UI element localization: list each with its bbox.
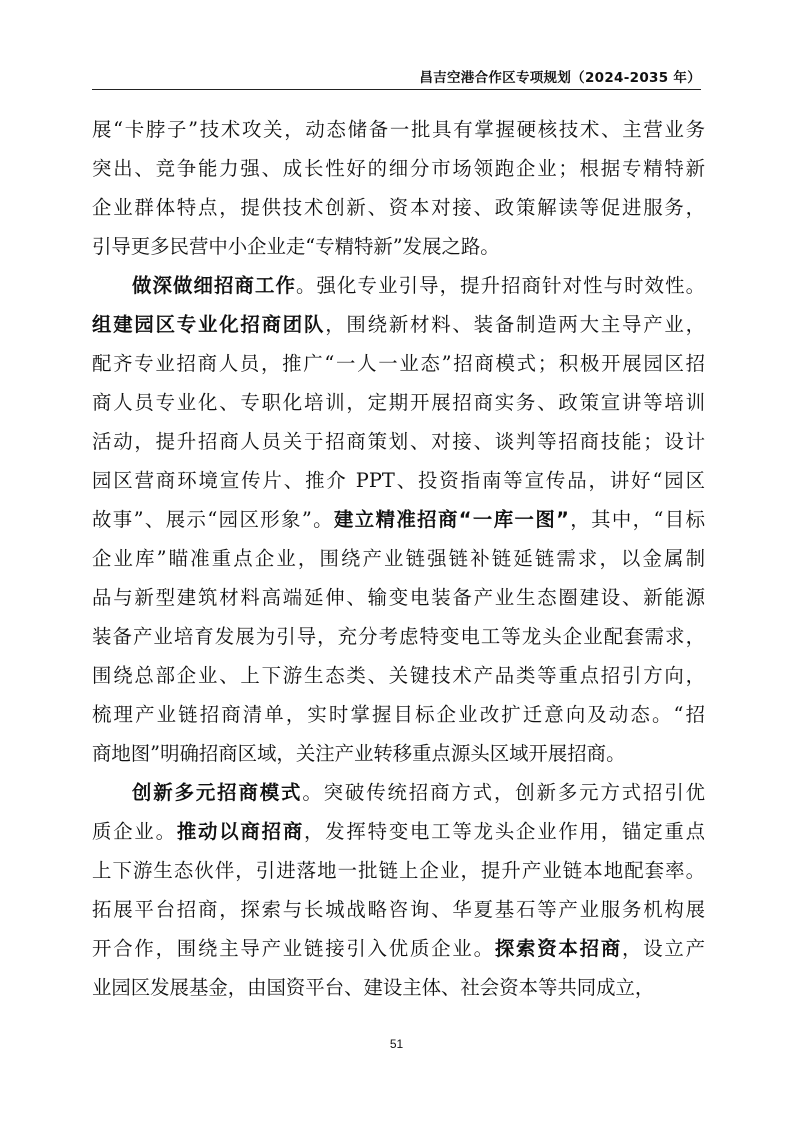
bold-phrase: 建立精准招商“一库一图” [333, 508, 569, 531]
text-line [92, 929, 705, 968]
text-line [92, 968, 705, 1007]
text-line [92, 617, 705, 656]
bold-phrase: 做深做细招商工作 [132, 274, 297, 297]
text-line [92, 812, 705, 851]
text-line [92, 149, 705, 188]
text-line [92, 695, 705, 734]
running-header-title: 昌吉空港合作区专项规划（2024-2035 年） [419, 70, 701, 86]
text-line [92, 266, 705, 305]
text-run: 围绕总部企业、上下游生态类、关键技术产品类等重点招引方向， [92, 664, 705, 687]
text-run: 企业库”瞄准重点企业，围绕产业链强链补链延链需求，以金属制 [92, 547, 705, 570]
text-line [92, 383, 705, 422]
text-run: 业园区发展基金，由国资平台、建设主体、社会资本等共同成立， [92, 976, 655, 999]
text-line [92, 773, 705, 812]
text-run: 开合作，围绕主导产业链接引入优质企业。 [92, 937, 495, 960]
text-run: 园区营商环境宣传片、推介 PPT、投资指南等宣传品，讲好“园区 [92, 469, 705, 492]
text-run: 引导更多民营中小企业走“专精特新”发展之路。 [92, 235, 500, 258]
text-line [92, 539, 705, 578]
text-run: 梳理产业链招商清单，实时掌握目标企业改扩迁意向及动态。“招 [92, 703, 705, 726]
text-line [92, 422, 705, 461]
paragraph [92, 266, 705, 773]
text-run: 装备产业培育发展为引导，充分考虑特变电工等龙头企业配套需求， [92, 625, 705, 648]
text-run: 。强化专业引导，提升招商针对性与时效性。 [296, 274, 705, 297]
text-line [92, 188, 705, 227]
bold-phrase: 组建园区专业化招商团队 [92, 313, 326, 336]
text-run: 拓展平台招商，探索与长城战略咨询、华夏基石等产业服务机构展 [92, 898, 705, 921]
text-line [92, 851, 705, 890]
text-run: 品与新型建筑材料高端延伸、输变电装备产业生态圈建设、新能源 [92, 586, 705, 609]
text-line [92, 656, 705, 695]
text-run: 展“卡脖子”技术攻关，动态储备一批具有掌握硬核技术、主营业务 [92, 118, 705, 141]
text-line [92, 461, 705, 500]
bold-phrase: 推动以商招商 [176, 820, 305, 843]
text-run: 质企业。 [92, 820, 177, 843]
text-run: 商地图”明确招商区域，关注产业转移重点源头区域开展招商。 [92, 742, 626, 765]
paragraph [92, 773, 705, 1007]
text-run: 。突破传统招商方式，创新多元方式招引优 [302, 781, 705, 804]
text-run: ，设立产 [622, 937, 705, 960]
text-run: 活动，提升招商人员关于招商策划、对接、谈判等招商技能；设计 [92, 430, 705, 453]
page-number: 51 [389, 1037, 404, 1051]
text-run: ，围绕新材料、装备制造两大主导产业， [325, 313, 705, 336]
text-run: 配齐专业招商人员，推广“一人一业态”招商模式；积极开展园区招 [92, 352, 705, 375]
text-run: ，其中，“目标 [568, 508, 705, 531]
paragraph [92, 110, 705, 266]
text-run: 上下游生态伙伴，引进落地一批链上企业，提升产业链本地配套率。 [92, 859, 705, 882]
text-line [92, 734, 705, 773]
text-line [92, 110, 705, 149]
text-line [92, 578, 705, 617]
text-run: 突出、竞争能力强、成长性好的细分市场领跑企业；根据专精特新 [92, 157, 705, 180]
text-line [92, 227, 705, 266]
body-text [92, 110, 705, 1007]
text-run: ，发挥特变电工等龙头企业作用，锚定重点 [304, 820, 705, 843]
text-line [92, 500, 705, 539]
text-run: 商人员专业化、专职化培训，定期开展招商实务、政策宣讲等培训 [92, 391, 705, 414]
text-line [92, 344, 705, 383]
text-line [92, 305, 705, 344]
bold-phrase: 探索资本招商 [494, 937, 623, 960]
text-run: 故事”、展示“园区形象”。 [92, 508, 334, 531]
text-line [92, 890, 705, 929]
bold-phrase: 创新多元招商模式 [132, 781, 303, 804]
text-run: 企业群体特点，提供技术创新、资本对接、政策解读等促进服务， [92, 196, 705, 219]
header-rule [92, 89, 701, 90]
